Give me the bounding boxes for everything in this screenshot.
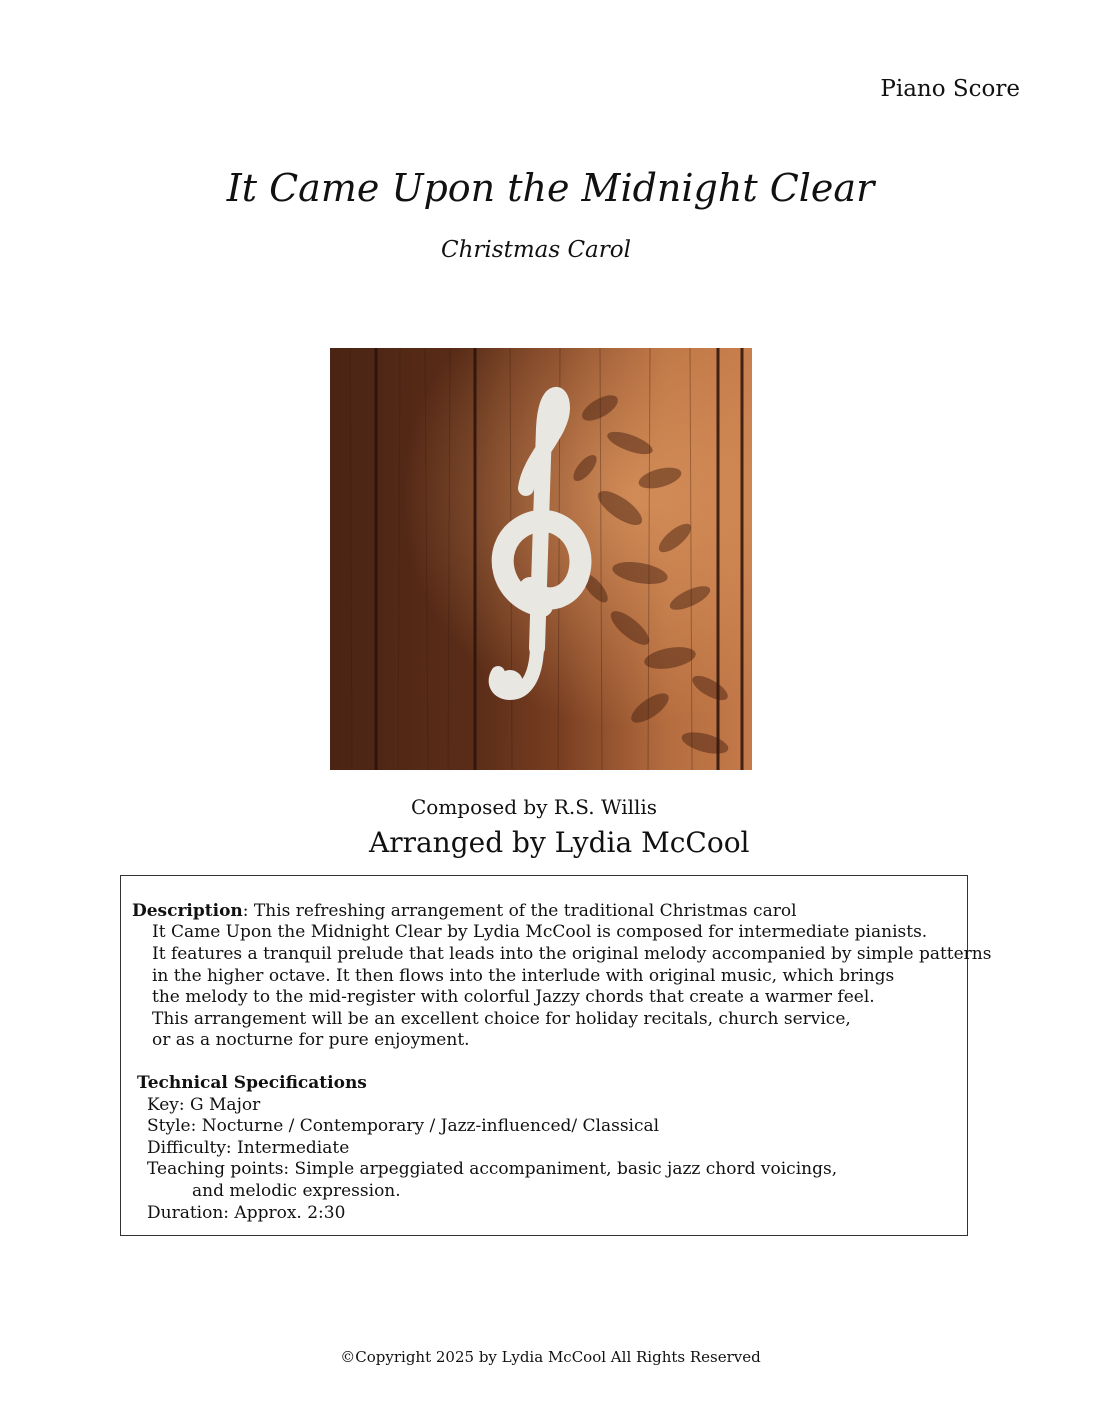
spec-teaching-points: Teaching points: Simple arpeggiated accompaniment, basic jazz chord voicings, <box>147 1159 838 1179</box>
spec-difficulty: Difficulty: Intermediate <box>147 1138 350 1158</box>
page-title: It Came Upon the Midnight Clear <box>226 166 875 210</box>
description-line: or as a nocturne for pure enjoyment. <box>152 1030 470 1050</box>
description-line: the melody to the mid-register with colorful Jazzy chords that create a warmer feel. <box>152 987 875 1007</box>
spec-teaching-points-cont: and melodic expression. <box>192 1181 401 1201</box>
description-box <box>120 875 992 1236</box>
page-subtitle: Christmas Carol <box>441 237 631 263</box>
score-type-label: Piano Score <box>880 76 1020 102</box>
description-first-line <box>132 901 797 923</box>
description-label: Description <box>132 901 243 921</box>
spec-style: Style: Nocturne / Contemporary / Jazz-influenced/ Classical <box>147 1116 660 1136</box>
description-line: It features a tranquil prelude that leads into the original melody accompanied by simple patterns <box>152 944 992 964</box>
composer-credit: Composed by R.S. Willis <box>411 795 658 819</box>
cover-image <box>330 348 752 770</box>
description-intro: : This refreshing arrangement of the traditional Christmas carol <box>242 901 797 921</box>
spec-duration: Duration: Approx. 2:30 <box>147 1203 346 1223</box>
description-line: This arrangement will be an excellent choice for holiday recitals, church service, <box>152 1009 851 1029</box>
spec-key: Key: G Major <box>147 1095 261 1115</box>
arranger-credit: Arranged by Lydia McCool <box>369 826 750 859</box>
specs-heading: Technical Specifications <box>137 1073 367 1093</box>
description-line: It Came Upon the Midnight Clear by Lydia McCool is composed for intermediate pianists. <box>152 922 928 942</box>
description-line: in the higher octave. It then flows into the interlude with original music, which brings <box>152 966 895 986</box>
cover-photo-graphic <box>330 348 752 770</box>
copyright-notice: ©Copyright 2025 by Lydia McCool All Rights Reserved <box>340 1348 761 1366</box>
